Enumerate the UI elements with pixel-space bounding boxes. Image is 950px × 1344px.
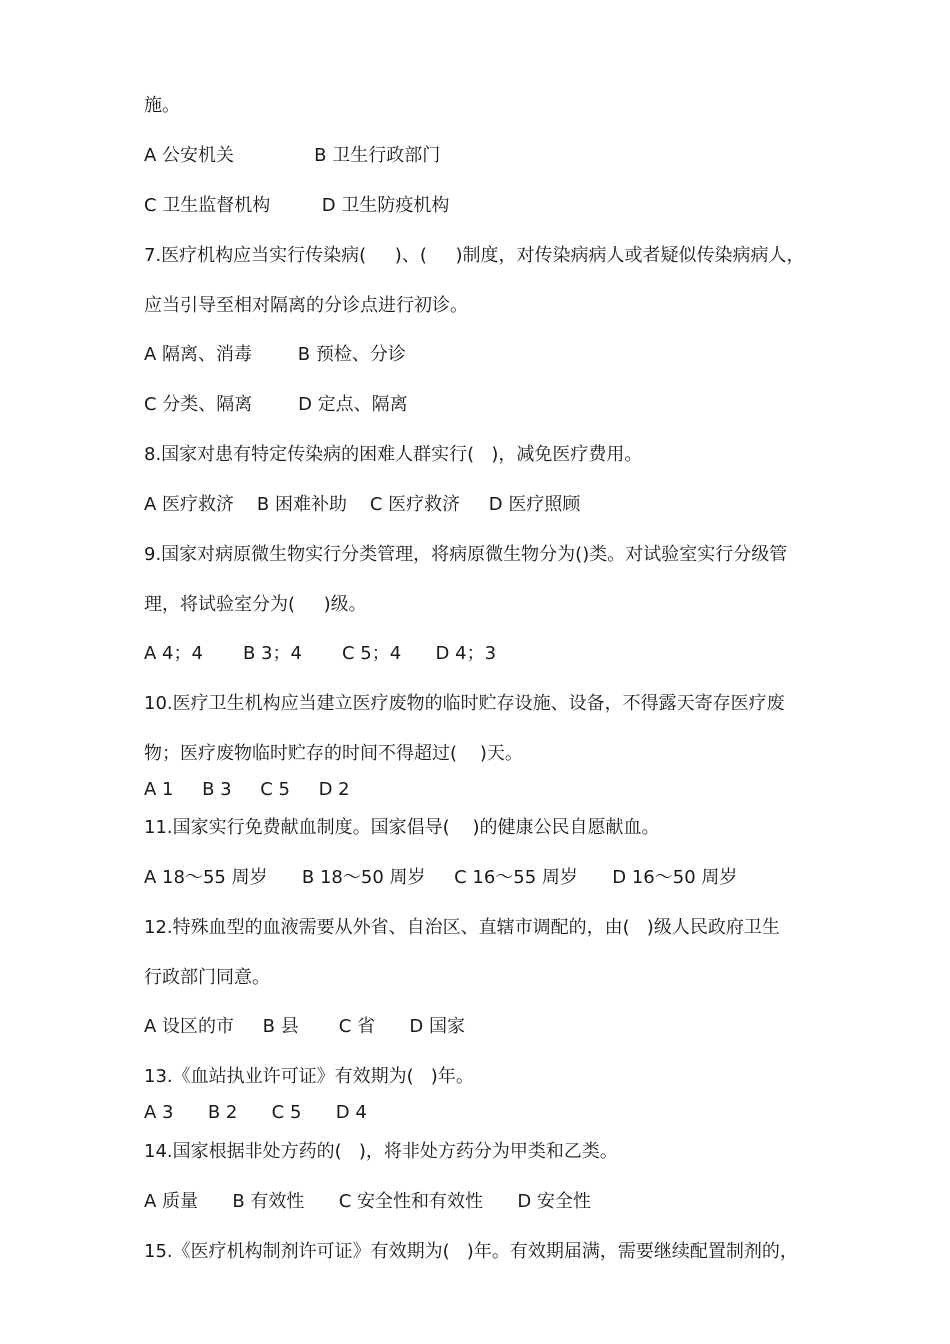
option-line: A 1 B 3 C 5 D 2	[144, 779, 350, 800]
question-10: 10.医疗卫生机构应当建立医疗废物的临时贮存设施、设备，不得露天寄存医疗废	[144, 693, 785, 714]
option-line: A 4；4 B 3；4 C 5；4 D 4；3	[144, 643, 497, 664]
text-line: 施。	[144, 95, 180, 116]
option-line: C 分类、隔离 D 定点、隔离	[144, 394, 408, 415]
question-13: 13.《血站执业许可证》有效期为( )年。	[144, 1066, 474, 1087]
option-line: A 3 B 2 C 5 D 4	[144, 1102, 367, 1123]
text-line: 物；医疗废物临时贮存的时间不得超过( )天。	[144, 743, 523, 764]
question-11: 11.国家实行免费献血制度。国家倡导( )的健康公民自愿献血。	[144, 817, 660, 838]
text-line: 行政部门同意。	[144, 967, 270, 988]
question-12: 12.特殊血型的血液需要从外省、自治区、直辖市调配的，由( )级人民政府卫生	[144, 917, 780, 938]
question-15: 15.《医疗机构制剂许可证》有效期为( )年。有效期届满，需要继续配置制剂的，	[144, 1241, 798, 1262]
question-14: 14.国家根据非处方药的( )，将非处方药分为甲类和乙类。	[144, 1141, 618, 1162]
option-line: A 隔离、消毒 B 预检、分诊	[144, 344, 406, 365]
question-8: 8.国家对患有特定传染病的困难人群实行( )，减免医疗费用。	[144, 444, 643, 465]
option-line: A 设区的市 B 县 C 省 D 国家	[144, 1016, 465, 1037]
question-9: 9.国家对病原微生物实行分类管理，将病原微生物分为()类。对试验室实行分级管	[144, 544, 788, 565]
text-line: 应当引导至相对隔离的分诊点进行初诊。	[144, 295, 468, 316]
option-line: A 公安机关 B 卫生行政部门	[144, 145, 441, 166]
option-line: C 卫生监督机构 D 卫生防疫机构	[144, 195, 450, 216]
question-7: 7.医疗机构应当实行传染病( )、( )制度，对传染病病人或者疑似传染病病人，	[144, 245, 805, 266]
option-line: A 医疗救济 B 困难补助 C 医疗救济 D 医疗照顾	[144, 494, 581, 515]
option-line: A 18～55 周岁 B 18～50 周岁 C 16～55 周岁 D 16～50 周岁	[144, 867, 738, 888]
option-line: A 质量 B 有效性 C 安全性和有效性 D 安全性	[144, 1191, 591, 1212]
text-line: 理，将试验室分为( )级。	[144, 594, 367, 615]
